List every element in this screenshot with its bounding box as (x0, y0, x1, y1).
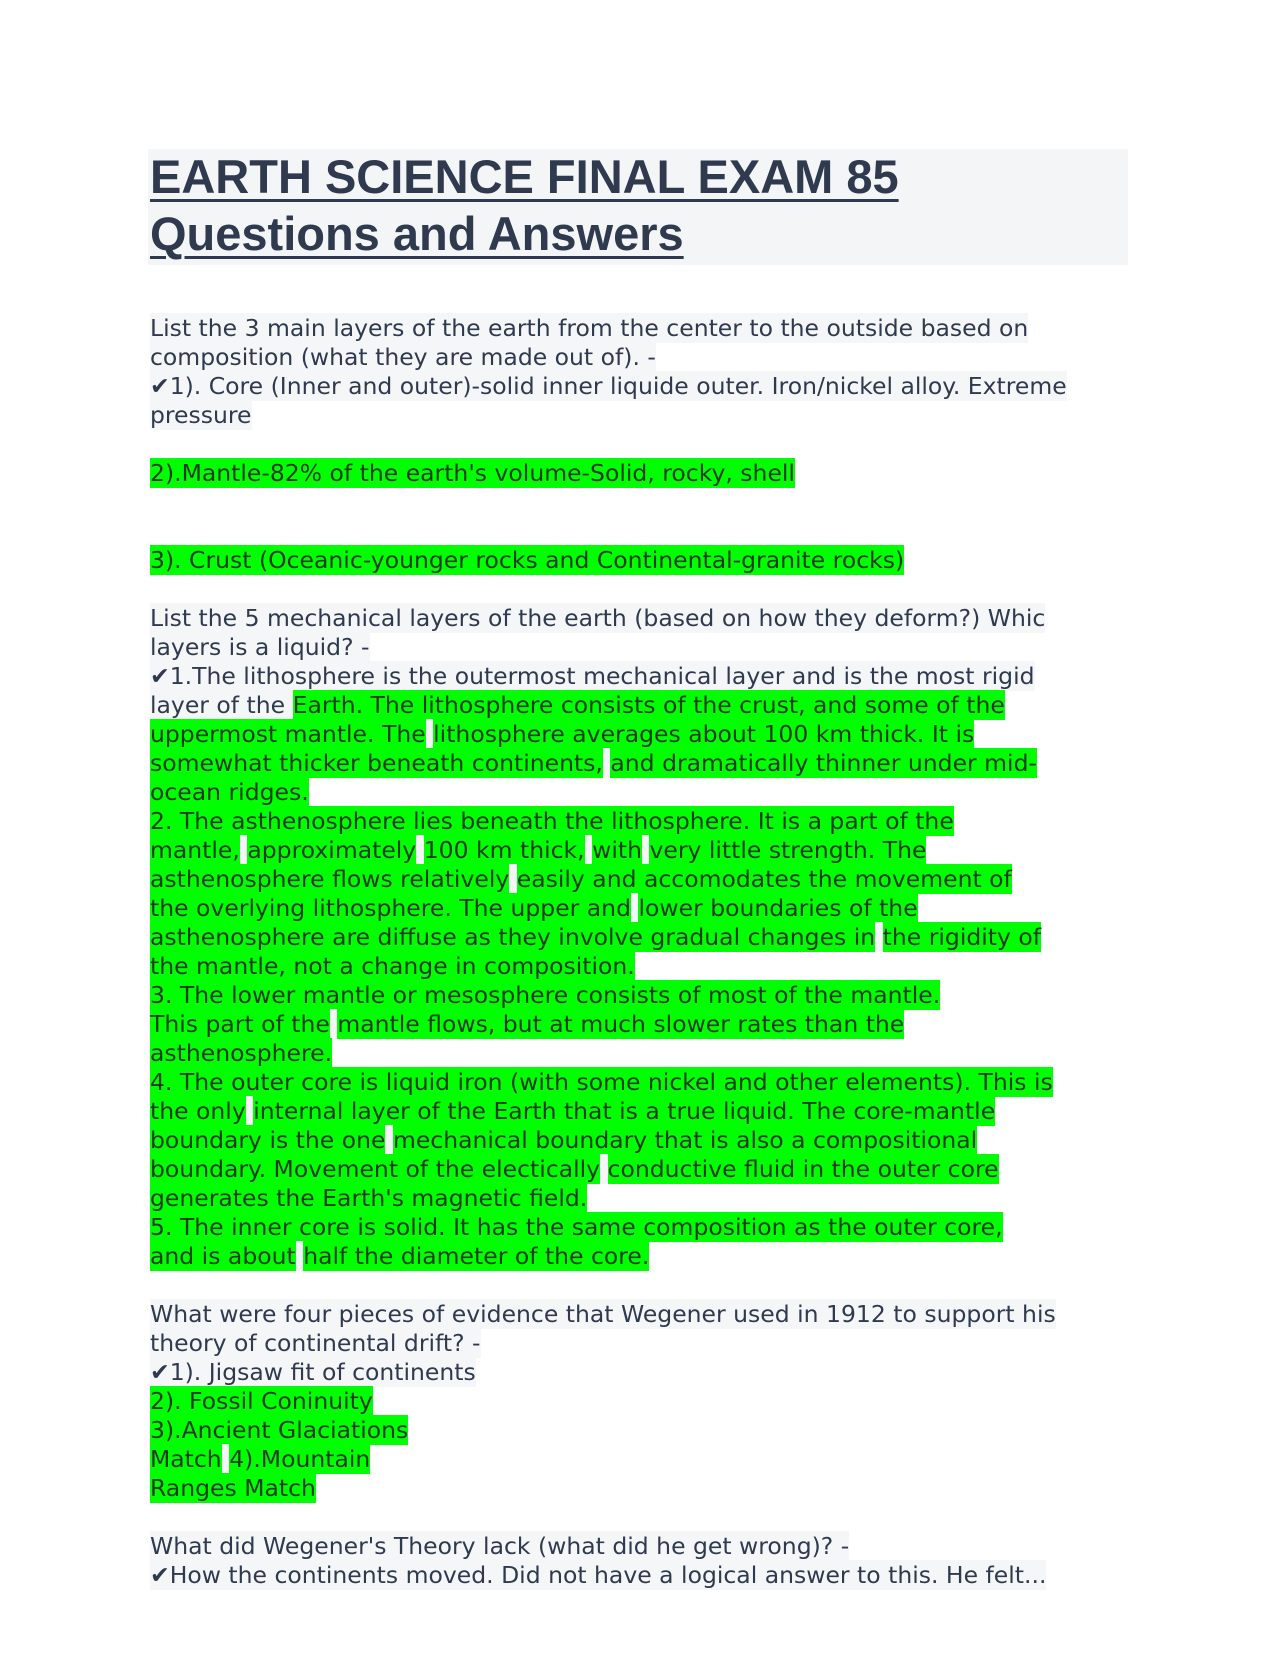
text-line (150, 778, 309, 807)
highlighted-text: Earth. The lithosphere consists of the crust, and some of the (292, 691, 1005, 719)
text-line (150, 981, 940, 1010)
text-line (150, 836, 926, 865)
text-line (150, 1068, 1053, 1097)
highlighted-text: asthenosphere are diffuse as they involve gradual changes in (150, 923, 876, 951)
highlighted-text: internal layer of the Earth that is a true liquid. The core-mantle (253, 1097, 996, 1125)
text-line (150, 1126, 977, 1155)
text-line (150, 952, 635, 981)
text-segment: List the 5 mechanical layers of the earth (based on how they deform?) Whic (150, 604, 1046, 632)
text-line (150, 1242, 649, 1271)
highlighted-text: the mantle, not a change in composition. (150, 952, 635, 980)
highlighted-text: boundary. Movement of the electically (150, 1155, 601, 1183)
highlighted-text: 3).Ancient Glaciations (150, 1416, 409, 1444)
text-line (150, 1561, 1046, 1590)
highlighted-text: conductive fluid in the outer core (607, 1155, 999, 1183)
text-segment: composition (what they are made out of). - (150, 343, 656, 371)
text-line (150, 1387, 373, 1416)
text-line (150, 314, 1028, 343)
text-line (150, 343, 656, 372)
highlighted-text: uppermost mantle. The (150, 720, 426, 748)
text-segment: ✔1). Jigsaw fit of continents (150, 1358, 476, 1386)
highlighted-text: mantle flows, but at much slower rates than the (337, 1010, 905, 1038)
highlighted-text: asthenosphere flows relatively (150, 865, 510, 893)
text-line (150, 1213, 1003, 1242)
text-line (150, 1155, 999, 1184)
highlighted-text: approximately (247, 836, 417, 864)
text-line (150, 1010, 904, 1039)
highlighted-text: 2). Fossil Coninuity (150, 1387, 373, 1415)
text-line (150, 720, 974, 749)
text-segment: theory of continental drift? - (150, 1329, 481, 1357)
text-segment: pressure (150, 401, 252, 429)
text-line (150, 1097, 995, 1126)
highlighted-text: mechanical boundary that is also a compositional (392, 1126, 978, 1154)
highlighted-text: the rigidity of (882, 923, 1042, 951)
highlighted-text: very little strength. The (649, 836, 927, 864)
text-line (150, 662, 1035, 691)
highlighted-text: the only (150, 1097, 246, 1125)
text-line (150, 1300, 1056, 1329)
highlighted-text: Ranges Match (150, 1474, 316, 1502)
highlighted-text: with (592, 836, 642, 864)
text-segment: ✔1.The lithosphere is the outermost mechanical layer and is the most rigid (150, 662, 1035, 690)
text-segment: layers is a liquid? - (150, 633, 370, 661)
highlighted-text: Match (150, 1445, 222, 1473)
text-line (150, 1329, 481, 1358)
highlighted-text: lithosphere averages about 100 km thick. It is (433, 720, 975, 748)
highlighted-text: easily and accomodates the movement of (516, 865, 1012, 893)
text-line (150, 1416, 408, 1445)
text-line (150, 372, 1067, 401)
text-segment: List the 3 main layers of the earth from the center to the outside based on (150, 314, 1029, 342)
text-line (150, 1474, 316, 1503)
highlighted-text: 3. The lower mantle or mesosphere consists of most of the mantle. (150, 981, 941, 1009)
highlighted-text: mantle, (150, 836, 240, 864)
text-segment (875, 922, 882, 952)
highlighted-text: 2. The asthenosphere lies beneath the lithosphere. It is a part of the (150, 807, 954, 835)
text-line (150, 749, 1037, 778)
text-segment: layer of the (150, 691, 293, 719)
text-line (150, 923, 1041, 952)
highlighted-text: 2).Mantle-82% of the earth's volume-Solid, rocky, shell (150, 459, 795, 487)
highlighted-text: This part of the (150, 1010, 330, 1038)
text-segment: ✔How the continents moved. Did not have a logical answer to this. He felt... (150, 1561, 1047, 1589)
highlighted-text: lower boundaries of the (638, 894, 918, 922)
highlighted-text: 4).Mountain (229, 1445, 371, 1473)
document-title-line-1: EARTH SCIENCE FINAL EXAM 85 (150, 150, 899, 203)
document-title-line-2: Questions and Answers (150, 207, 684, 260)
highlighted-text: 3). Crust (Oceanic-younger rocks and Continental-granite rocks) (150, 546, 905, 574)
highlighted-text: 100 km thick, (423, 836, 585, 864)
highlighted-text: 5. The inner core is solid. It has the same composition as the outer core, (150, 1213, 1003, 1241)
text-line (150, 1039, 332, 1068)
highlighted-text: asthenosphere. (150, 1039, 333, 1067)
text-line (150, 807, 954, 836)
text-segment: What were four pieces of evidence that Wegener used in 1912 to support his (150, 1300, 1056, 1328)
text-segment (416, 835, 423, 865)
highlighted-text: generates the Earth's magnetic field. (150, 1184, 588, 1212)
text-line (150, 1184, 587, 1213)
text-line (150, 1532, 849, 1561)
text-line (150, 633, 370, 662)
text-line (150, 894, 918, 923)
text-segment (385, 1125, 392, 1155)
text-segment (600, 1154, 607, 1184)
text-line (150, 604, 1045, 633)
text-line (150, 459, 795, 488)
text-line (150, 546, 904, 575)
highlighted-text: and is about (150, 1242, 296, 1270)
highlighted-text: somewhat thicker beneath continents, (150, 749, 603, 777)
text-segment: What did Wegener's Theory lack (what did he get wrong)? - (150, 1532, 850, 1560)
text-line (150, 1358, 476, 1387)
text-line (150, 865, 1012, 894)
text-line (150, 401, 252, 430)
highlighted-text: half the diameter of the core. (303, 1242, 650, 1270)
text-segment (585, 835, 592, 865)
text-line (150, 1445, 370, 1474)
highlighted-text: and dramatically thinner under mid- (610, 749, 1037, 777)
text-segment (509, 864, 516, 894)
text-line (150, 691, 1005, 720)
text-segment: ✔1). Core (Inner and outer)-solid inner liquide outer. Iron/nickel alloy. Extreme (150, 372, 1067, 400)
highlighted-text: the overlying lithosphere. The upper and (150, 894, 631, 922)
highlighted-text: 4. The outer core is liquid iron (with some nickel and other elements). This is (150, 1068, 1053, 1096)
highlighted-text: ocean ridges. (150, 778, 309, 806)
highlighted-text: boundary is the one (150, 1126, 386, 1154)
